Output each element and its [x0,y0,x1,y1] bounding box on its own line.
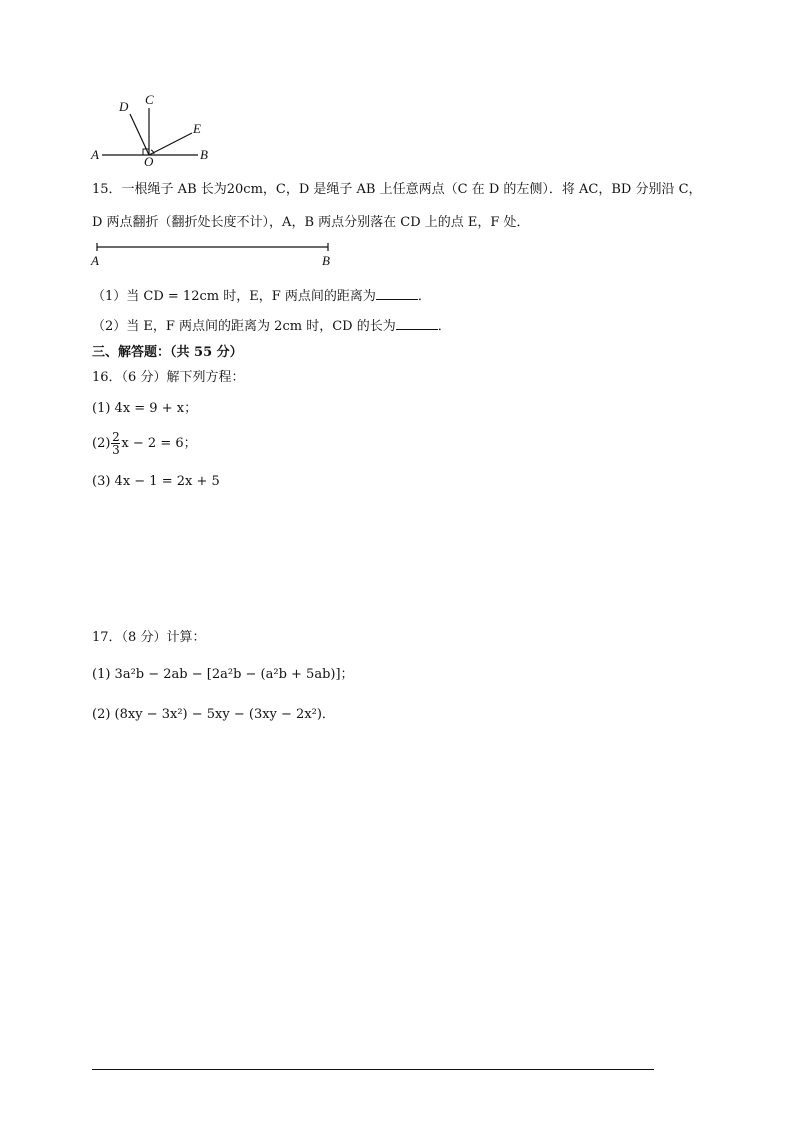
q16-eq3: (3) 4x − 1 = 2x + 5 [92,474,220,489]
q15-part2-end: ． [437,319,451,334]
q15-part1-text: （1）当 CD = 12cm 时，E，F 两点间的距离为 [92,289,376,304]
q16-eq2-prefix: (2) [92,436,111,451]
q15-part1 [92,287,431,306]
answer-blank-2[interactable] [396,317,438,330]
q16-title: 16．（6 分）解下列方程： [92,370,245,385]
q16-eq1: (1) 4x = 9 + x； [92,401,198,416]
fraction-denominator: 3 [112,443,120,457]
rope-segment-figure [88,240,338,270]
q16-eq2-rest: x − 2 = 6； [121,436,197,451]
label-a: A [91,147,99,162]
label-c: C [145,92,154,107]
fraction-two-thirds [111,431,120,456]
q15-part2-text: （2）当 E，F 两点间的距离为 2cm 时，CD 的长为 [92,319,396,334]
label-o: O [144,154,154,168]
section-heading: 三、解答题：（共 55 分） [92,345,243,360]
q17-expr2: (2) (8xy − 3x²) − 5xy − (3xy − 2x²)． [92,707,335,722]
label-b: B [200,147,208,162]
answer-blank-1[interactable] [376,287,418,300]
q15-line1: 15．一根绳子 AB 长为20cm，C，D 是绳子 AB 上任意两点（C 在 D 的左侧）．将 AC，BD 分别沿 C， [92,182,702,197]
q17-expr1: (1) 3a²b − 2ab − [2a²b − (a²b + 5ab)]； [92,667,354,682]
segment-label-b: B [322,253,330,268]
label-e: E [193,121,201,136]
angle-figure [88,88,228,168]
footer-rule [92,1069,654,1070]
q15-part1-end: ． [417,289,431,304]
ray-oe [149,133,192,155]
label-d: D [119,99,129,114]
segment-label-a: A [91,253,99,268]
q16-eq2 [92,430,197,458]
q15-part2 [92,317,451,336]
fraction-numerator: 2 [112,430,120,444]
q17-title: 17．（8 分）计算： [92,630,206,645]
q15-line2: D 两点翻折（翻折处长度不计），A，B 两点分别落在 CD 上的点 E，F 处． [92,215,530,230]
